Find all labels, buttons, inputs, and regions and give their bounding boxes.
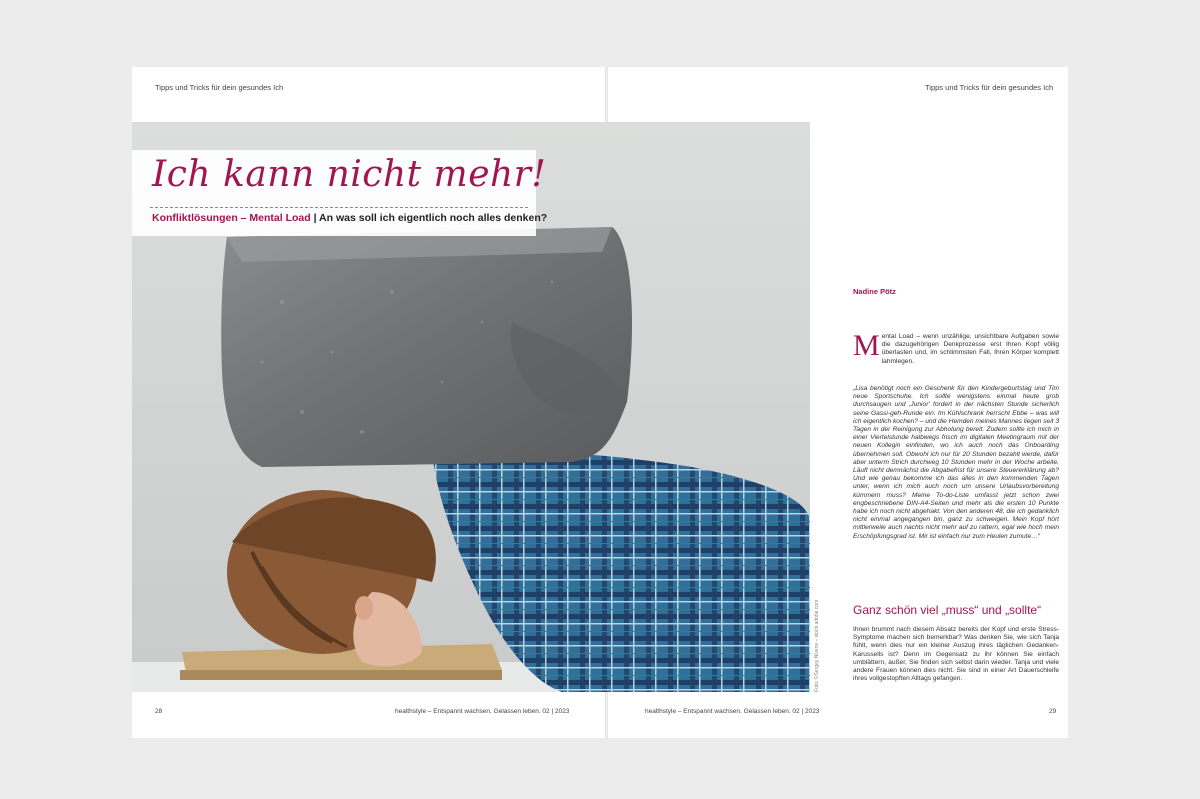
intro-paragraph: [853, 329, 1059, 366]
article-title: Ich kann nicht mehr!: [152, 154, 547, 195]
body-paragraph: Ihnen brummt nach diesem Absatz bereits der Kopf und erste Stress-Symptome machen sich bemerkbar? Was denken Sie, wie sich Tanja fühlt, wenn dies nur ein kleiner Auszug ihres täglichen Gedanken-Karussells ist? Denn im Gegensatz zu ihr können Sie einfach umblättern, außer, Sie finden sich selbst darin wieder. Tanja und viele andere Frauen können dies nicht. Sie sind in einer Art Dauerschleife ihres vollgestopften Alltags gefangen.: [853, 626, 1059, 683]
subtitle-highlight: Konfliktlösungen – Mental Load: [152, 212, 311, 224]
left-page-number: 28: [155, 708, 163, 715]
quote-paragraph: „Lisa benötigt noch ein Geschenk für den Kindergeburtstag und Tim neue Sportschuhe. Ich sollte wenigstens einmal heute grob durchsaugen und ‚Junior' fordert in der nächsten Stunde sicherlich seine Gassi-geh-Runde ein. Im Kühlschrank herrscht Ebbe – was will ich eigentlich kochen? – und die Hemden meines Mannes liegen seit 3 Tagen in der Reinigung zur Abholung bereit. Zudem sollte ich mich in einer Viertelstunde halbwegs frisch im digitalen Meetingraum mit der neuen Kollegin einfinden, wo ich auch noch das Onboarding übernehmen soll. Obwohl ich nur für 20 Stunden bezahlt werde, dafür aber unterm Strich durchweg 10 Stunden mehr in der Woche arbeite. Läuft nicht demnächst die Abgabefrist für unsere Steuererklärung ab? Und wie genau bekomme ich das alles in den kommenden Tagen unter, wenn ich mich auch noch um unsere Urlaubsvorbereitung kümmern muss? Meine To-do-Liste umfasst jetzt schon zwei engbeschriebene DIN-A4-Seiten und mehr als die ersten 10 Punkte habe ich noch nicht abgehakt. Von den anderen 48, die ich gedanklich nicht einmal angegangen bin, ganz zu schweigen. Mein Kopf hört mittlerweile auch nachts nicht mehr auf zu rattern, egal wie hoch mein Erschöpfungsgrad ist. Mir ist einfach nur zum Heulen zumute…“: [853, 385, 1059, 540]
left-footer: healthstyle – Entspannt wachsen. Gelassen leben. 02 | 2023: [395, 708, 570, 715]
section-heading: Ganz schön viel „muss“ und „sollte“: [853, 603, 1042, 617]
drop-cap: M: [853, 329, 880, 362]
author-name: Nadine Pötz: [853, 287, 896, 296]
subtitle-rest: | An was soll ich eigentlich noch alles denken?: [310, 212, 548, 224]
left-running-head: Tipps und Tricks für dein gesundes Ich: [155, 83, 284, 92]
right-footer: healthstyle – Entspannt wachsen. Gelassen leben. 02 | 2023: [645, 708, 820, 715]
photo-credit: Foto: ©Sergey Nivens – stock.adobe.com: [814, 599, 820, 692]
right-page-number: 29: [1049, 708, 1057, 715]
title-divider: [150, 207, 528, 208]
article-subtitle: [152, 212, 547, 224]
intro-text: ental Load – wenn unzählige, unsichtbare Aufgaben sowie die dazugehörigen Denkprozesse erst Ihren Kopf völlig überlasten und, im schlimmsten Fall, Ihren Körper komplett lahmlegen.: [881, 333, 1059, 365]
right-running-head: Tipps und Tricks für dein gesundes Ich: [925, 83, 1054, 92]
